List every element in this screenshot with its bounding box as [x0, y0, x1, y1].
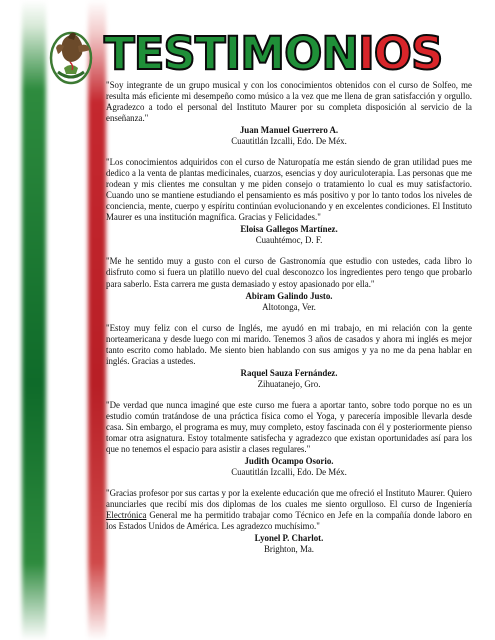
testimonials-list — [106, 80, 472, 565]
testimonial-place: Zihuatanejo, Gro. — [257, 378, 321, 389]
testimonial-place: Cuautitlán Izcalli, Edo. De Méx. — [231, 466, 347, 477]
testimonial-item — [106, 488, 472, 555]
testimonial-quote: "Me he sentido muy a gusto con el curso de Gastronomía que estudio con ustedes, cada libro lo disfruto como si fuera un platillo nuevo del cual desconozco los ingredientes pero tengo que probarlo para saberlo. Esta carrera me gusta demasiado y estoy apasionado por ella." — [106, 256, 472, 289]
testimonial-quote: "Soy integrante de un grupo musical y con los conocimientos obtenidos con el curso de Solfeo, me resulta más eficiente mi desempeño como músico a la vez que me llena de gran satisfacción y orgullo. Agradezco a todo el personal del Instituto Maurer por su completa disposición al servicio de la enseñanza." — [106, 80, 472, 124]
underlined-word: Electrónica — [106, 510, 147, 521]
testimonial-quote: "Estoy muy feliz con el curso de Inglés, me ayudó en mi trabajo, en mi relación con la gente norteamericana y desde luego con mi marido. Tenemos 3 años de casados y ahora mi inglés es mejor tanto escrito como hablado. Me siento bien hablando con sus amigos y ya no me da pena hablar en inglés. Gracias a ustedes. — [106, 322, 472, 366]
testimonial-author: Lyonel P. Charlot. — [254, 533, 324, 544]
testimonial-place: Cuautitlán Izcalli, Edo. De Méx. — [231, 136, 347, 147]
testimonial-item — [106, 157, 472, 246]
quote-text: "Gracias profesor por sus cartas y por la exelente educación que me ofreció el Instituto Maurer. Quiero anunciarles que recibí mis dos diplomas de los cuales me siento orgulloso. El curso de Ingeniería — [106, 488, 472, 510]
red-flag-band — [88, 0, 106, 640]
testimonial-item — [106, 400, 472, 478]
mexican-coat-of-arms-icon — [48, 22, 94, 86]
green-flag-band — [22, 0, 46, 640]
testimonial-place: Brighton, Ma. — [263, 544, 315, 555]
testimonial-quote — [106, 488, 472, 532]
page-title — [104, 28, 470, 78]
testimonial-author: Abiram Galindo Justo. — [245, 290, 333, 301]
testimonial-author: Juan Manuel Guerrero A. — [239, 125, 339, 136]
testimonial-item — [106, 323, 472, 390]
testimonial-place: Altotonga, Ver. — [262, 301, 316, 312]
testimonial-author: Eloisa Gallegos Martínez. — [240, 224, 338, 235]
title-red-part: IOS — [357, 26, 443, 80]
testimonial-author: Raquel Sauza Fernández. — [240, 367, 338, 378]
testimonial-author: Judith Ocampo Osorio. — [244, 455, 334, 466]
testimonial-item — [106, 256, 472, 312]
testimonial-quote: "De verdad que nunca imaginé que este curso me fuera a aportar tanto, sobre todo porque no es un estudio común tratándose de una práctica física como el Yoga, y parecería imposible llevarla desde casa. Sin embargo, el programa es muy, muy completo, estoy fascinada con él y posteriormente pienso tomar otra asignatura. Estoy totalmente satisfecha y agradezco que existan oportunidades así para los que no tenemos el espacio para asistir a clases regulares." — [106, 399, 472, 454]
testimonial-item — [106, 80, 472, 147]
testimonial-quote: "Los conocimientos adquiridos con el curso de Naturopatía me están siendo de gran utilidad pues me dedico a la venta de plantas medicinales, cuarzos, esencias y doy auriculoterapia. Las personas que me rodean y mis clientes me consultan y me piden consejo o tratamiento lo cual es muy satisfactorio. Cuando uno se mantiene estudiando el pensamiento es más positivo y por lo tanto todos los niveles de conciencia, mente, cuerpo y espíritu continúan evolucionando y en excelentes condiciones. El Instituto Maurer es una institución magnífica. Gracias y Felicidades." — [106, 157, 472, 223]
testimonial-place: Cuauhtémoc, D. F. — [255, 235, 323, 246]
title-green-part: TESTIMON — [104, 26, 358, 80]
quote-text: General me ha permitido trabajar como Técnico en Jefe en la compañía donde laboro en los Estados Unidos de América. Les agradezco muchísimo." — [106, 510, 472, 532]
